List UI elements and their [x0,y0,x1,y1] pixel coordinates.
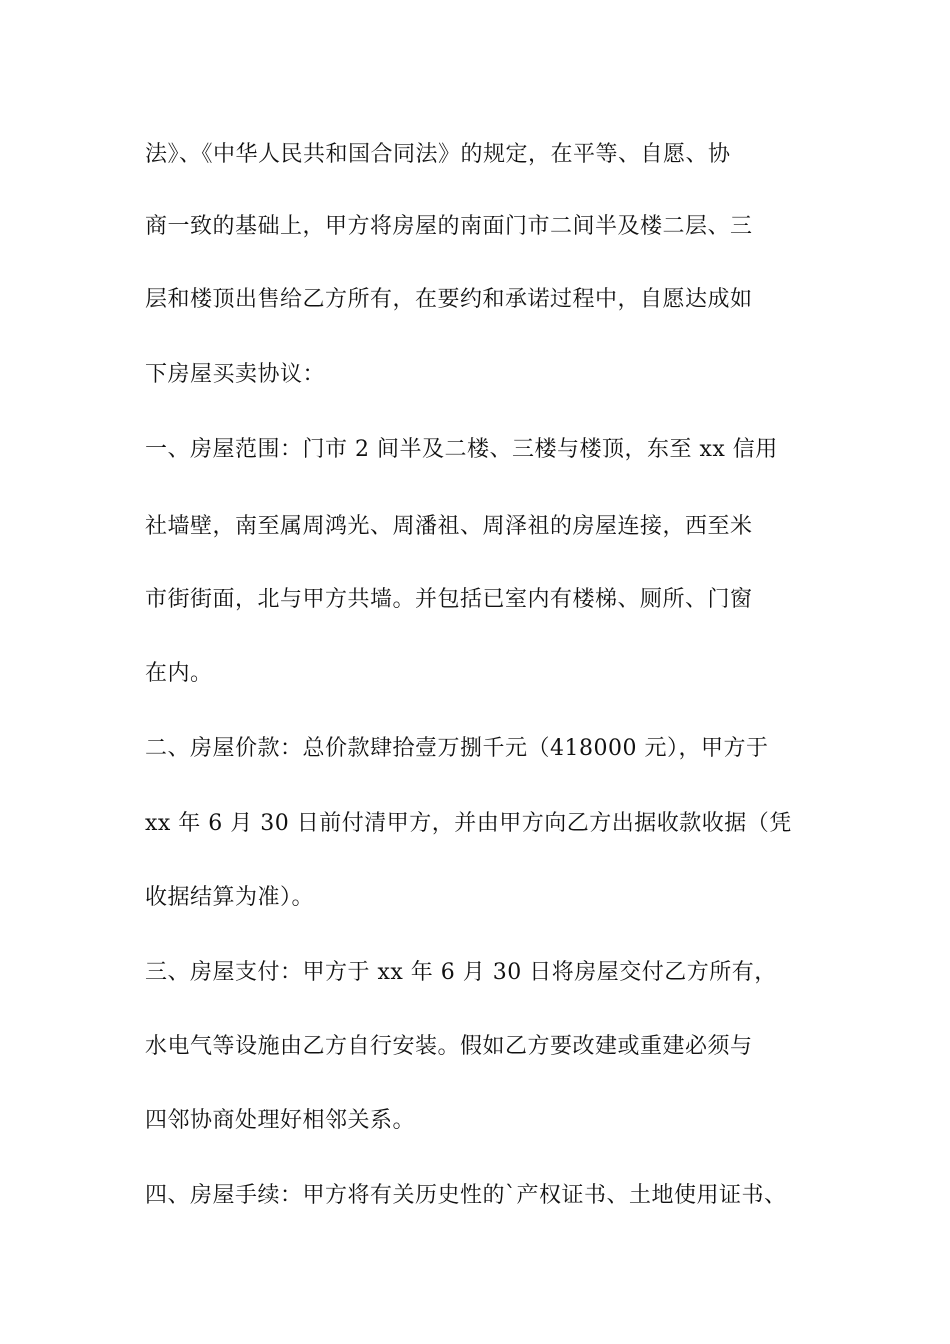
text-line: xx 年 6 月 30 日前付清甲方，并由甲方向乙方出据收款收据（凭 [145,811,792,836]
text-line: 四、房屋手续：甲方将有关历史性的`产权证书、土地使用证书、 [145,1183,787,1208]
text-line: 市街街面，北与甲方共墙。并包括已室内有楼梯、厕所、门窗 [145,587,753,612]
text-line: 下房屋买卖协议： [145,362,326,387]
text-line: 法》、《中华人民共和国合同法》的规定，在平等、自愿、协 [145,142,731,167]
text-line: 水电气等设施由乙方自行安装。假如乙方要改建或重建必须与 [145,1034,753,1059]
text-line: 社墙壁，南至属周鸿光、周潘祖、周泽祖的房屋连接，西至米 [145,514,753,539]
text-line: 四邻协商处理好相邻关系。 [145,1108,416,1133]
text-line: 商一致的基础上，甲方将房屋的南面门市二间半及楼二层、三 [145,214,753,239]
text-line: 二、房屋价款：总价款肆拾壹万捌千元（418000 元），甲方于 [145,736,769,761]
text-line: 层和楼顶出售给乙方所有，在要约和承诺过程中，自愿达成如 [145,287,753,312]
text-line: 三、房屋支付：甲方于 xx 年 6 月 30 日将房屋交付乙方所有， [145,960,777,985]
text-line: 收据结算为准）。 [145,885,315,910]
text-line: 一、房屋范围：门市 2 间半及二楼、三楼与楼顶，东至 xx 信用 [145,437,778,462]
text-line: 在内。 [145,661,213,686]
